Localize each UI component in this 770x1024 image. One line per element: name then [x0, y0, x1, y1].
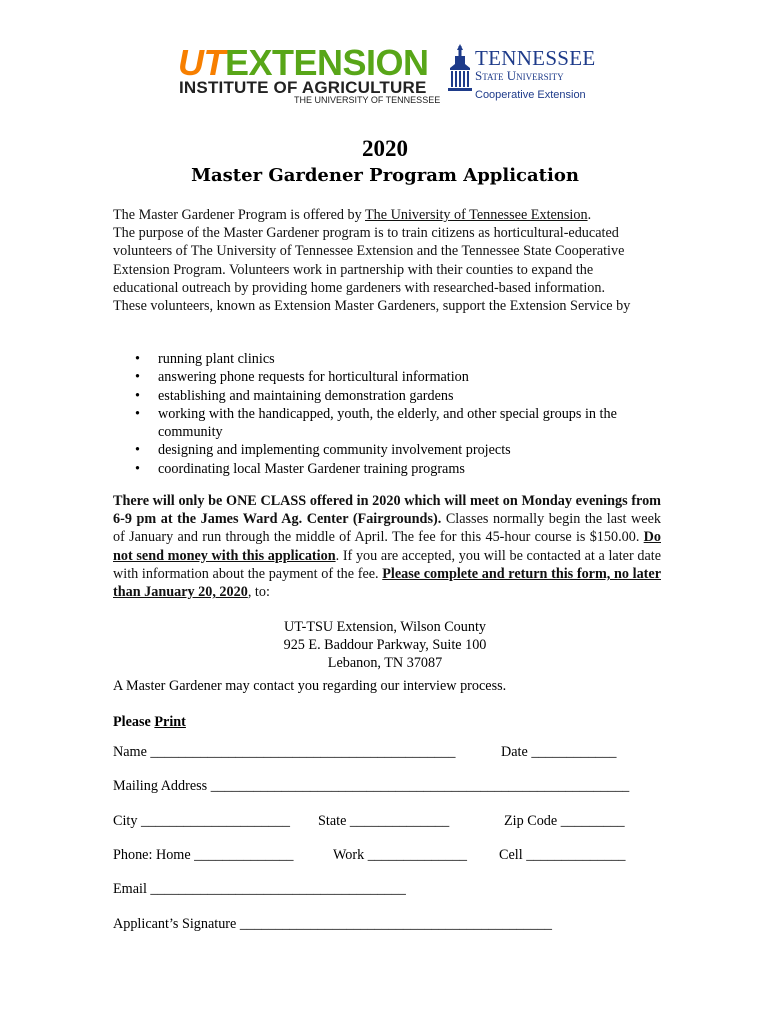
signature-field[interactable]: Applicant’s Signature ____________________________________________	[113, 916, 553, 932]
duty-text: working with the handicapped, youth, the elderly, and other special groups in the community	[158, 405, 617, 441]
list-item	[135, 405, 665, 442]
intro-paragraph	[113, 206, 661, 315]
home-phone-field[interactable]: Phone: Home ______________	[113, 847, 294, 863]
duty-text: running plant clinics	[158, 351, 275, 367]
return-to-text: , to:	[247, 584, 270, 601]
bullet-icon: •	[135, 442, 140, 459]
list-item	[135, 350, 665, 368]
intro-period: .	[587, 207, 592, 223]
city-field[interactable]: City _____________________	[113, 813, 290, 829]
university-of-tennessee: THE UNIVERSITY OF TENNESSEE	[294, 95, 441, 105]
interview-note: A Master Gardener may contact you regarding our interview process.	[113, 678, 507, 694]
name-field[interactable]: Name ___________________________________________	[113, 744, 456, 760]
bullet-icon: •	[135, 387, 140, 404]
ut-extension-logo	[178, 42, 441, 106]
work-phone-field[interactable]: Work ______________	[333, 847, 468, 863]
extension-mark: EXTENSION	[225, 42, 429, 83]
state-field[interactable]: State ______________	[318, 813, 450, 829]
institute-of-agriculture: INSTITUTE OF AGRICULTURE	[179, 78, 427, 97]
list-item	[135, 460, 665, 478]
duty-text: coordinating local Master Gardener training programs	[158, 460, 465, 477]
tsu-cooperative-extension: Cooperative Extension	[475, 89, 586, 101]
document-title: Master Gardener Program Application	[191, 165, 579, 186]
address-line-1: UT-TSU Extension, Wilson County	[283, 619, 486, 635]
address-line-2: 925 E. Baddour Parkway, Suite 100	[283, 637, 487, 653]
cell-phone-field[interactable]: Cell ______________	[499, 847, 626, 863]
ut-extension-link[interactable]: The University of Tennessee Extension	[365, 207, 588, 223]
bullet-icon: •	[135, 405, 140, 422]
intro-text: The Master Gardener Program is offered by	[113, 207, 366, 223]
zip-code-field[interactable]: Zip Code _________	[504, 813, 625, 829]
acceptance-text: . If you are accepted, you will be contacted at a later date with information about the payment of the fee.	[113, 547, 661, 582]
print-label: Print	[154, 714, 186, 730]
purpose-text: The purpose of the Master Gardener program is to train citizens as horticultural-educated volunteers of The University of Tennessee Extension and the Tennessee State Cooperative Extension Program. Volunteers work in partnership with their counties to expand the educational outreach by providing home gardeners with researched-based information.	[113, 225, 625, 296]
tsu-building-icon	[447, 44, 473, 94]
class-info-paragraph	[113, 492, 661, 601]
tsu-state-university: State University	[475, 68, 564, 83]
tsu-name: TENNESSEE	[475, 46, 596, 70]
bullet-icon: •	[135, 460, 140, 477]
bullet-icon: •	[135, 369, 140, 386]
duty-text: establishing and maintaining demonstration gardens	[158, 387, 454, 404]
class-details: Classes normally begin the last week of January and run through the middle of April. The fee for this 45-hour course is $150.00.	[113, 511, 661, 546]
please-print-heading	[113, 714, 186, 731]
mailing-address-field[interactable]: Mailing Address ___________________________________________________________	[113, 778, 630, 794]
email-field[interactable]: Email ____________________________________	[113, 881, 406, 897]
duty-text: designing and implementing community involvement projects	[158, 442, 511, 459]
no-money-notice: Do not send money with this application	[113, 529, 661, 564]
list-item	[135, 387, 665, 405]
address-line-3: Lebanon, TN 37087	[327, 655, 443, 671]
tsu-logo	[447, 44, 607, 106]
volunteer-duties-list	[135, 350, 665, 478]
ut-extension-wordmark	[178, 42, 429, 83]
duty-text: answering phone requests for horticultural information	[158, 369, 469, 386]
list-item	[135, 368, 665, 386]
ut-mark: UT	[178, 42, 225, 83]
document-year: 2020	[362, 136, 408, 161]
class-schedule-bold: There will only be ONE CLASS offered in 2020 which will meet on Monday evenings from 6-9 pm at the James Ward Ag. Center (Fairgrounds).	[113, 493, 661, 528]
date-field[interactable]: Date ____________	[501, 744, 617, 760]
list-item	[135, 441, 665, 459]
bullet-icon: •	[135, 351, 140, 367]
return-deadline: Please complete and return this form, no later than January 20, 2020	[113, 565, 661, 601]
please-label: Please	[113, 714, 155, 730]
volunteers-text: These volunteers, known as Extension Master Gardeners, support the Extension Service by	[113, 298, 631, 315]
